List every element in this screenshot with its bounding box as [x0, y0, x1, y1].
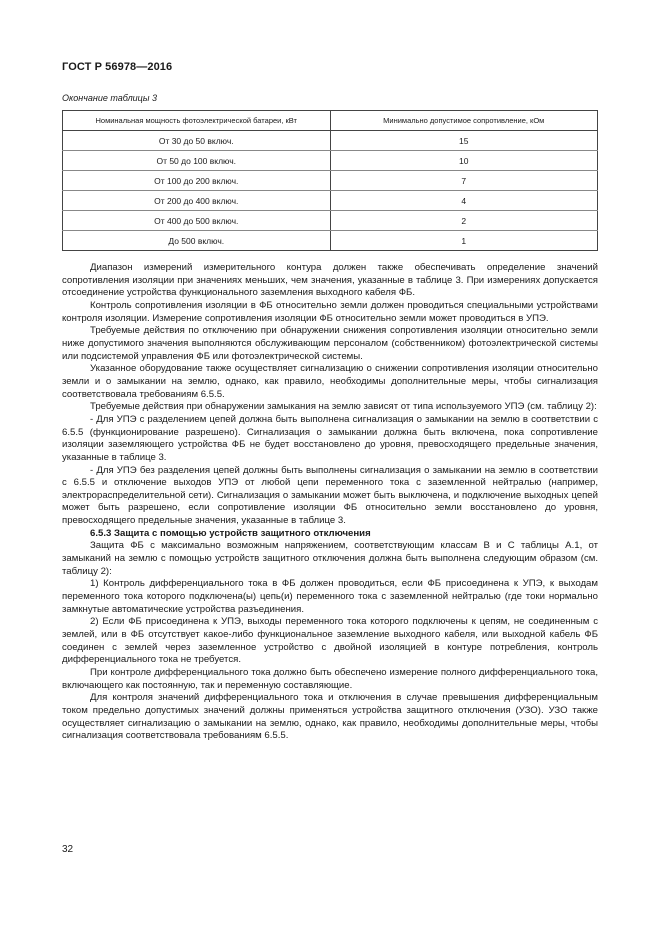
table-row [63, 211, 598, 231]
page-number: 32 [62, 844, 74, 855]
cell-resistance: 4 [330, 191, 598, 211]
paragraph: Указанное оборудование также осуществляет сигнализацию о снижении сопротивления изоляции относительно земли и о замыкании на землю, однако, как правило, необходимы дополнительные меры, чтобы сигнализация соответствовала требованиям 6.5.5. [62, 363, 598, 400]
body-text [62, 262, 598, 743]
cell-resistance: 2 [330, 211, 598, 231]
table-row [63, 171, 598, 191]
paragraph: Диапазон измерений измерительного контура должен также обеспечивать определение значений сопротивления изоляции при значениях меньших, чем значения, указанные в таблице 3. При измерениях допускается отсоединение устройства функционального заземления выходного кабеля ФБ. [62, 262, 598, 299]
cell-power: От 50 до 100 включ. [63, 151, 331, 171]
table-row [63, 131, 598, 151]
table-caption: Окончание таблицы 3 [62, 93, 157, 103]
cell-resistance: 10 [330, 151, 598, 171]
paragraph: Защита ФБ с максимально возможным напряжением, соответствующим классам В и С таблицы А.1, от замыканий на землю с помощью устройств защитного отключения должна быть выполнена следующим образом (см. таблицу 2): [62, 540, 598, 577]
table-row [63, 151, 598, 171]
section-heading: 6.5.3 Защита с помощью устройств защитного отключения [90, 527, 371, 539]
column-header-power: Номинальная мощность фотоэлектрической батареи, кВт [63, 111, 331, 131]
paragraph: При контроле дифференциального тока должно быть обеспечено измерение полного дифференциального тока, включающего как постоянную, так и переменную составляющие. [62, 667, 598, 691]
cell-resistance: 7 [330, 171, 598, 191]
paragraph: Для контроля значений дифференциального тока и отключения в случае превышения дифференциальным током предельно допустимых значений должны применяться устройства защитного отключения (УЗО). УЗО также осуществляет сигнализацию о замыкании на землю, однако, как правило, необходимы дополнительные меры, чтобы сигнализация соответствовала требованиям 6.5.5. [62, 692, 598, 742]
table-row [63, 191, 598, 211]
resistance-table [62, 110, 598, 251]
paragraph: Контроль сопротивления изоляции в ФБ относительно земли должен проводиться специальными устройствами контроля изоляции. Измерение сопротивления изоляции ФБ относительно земли может проводиться в УПЭ. [62, 299, 598, 324]
table-header-row [63, 111, 598, 131]
paragraph: Требуемые действия по отключению при обнаружении снижения сопротивления изоляции относительно земли ниже допустимого значения выполняются обслуживающим персоналом (собственником) фотоэлектрической системы или подсистемой управления ФБ или фотоэлектрической системы. [62, 325, 598, 362]
document-code: ГОСТ Р 56978—2016 [62, 61, 173, 73]
cell-power: От 400 до 500 включ. [63, 211, 331, 231]
list-item: - Для УПЭ без разделения цепей должны быть выполнены сигнализация о замыкании на землю в соответствии с 6.5.5 и отключение выходов УПЭ от любой цепи переменного тока с заземленной нейтралью (например, электрораспределительной сети). Сигнализация о замыкании может быть выключена, и подключение выходных цепей может быть разрешено, если сопротивление изоляции ФБ относительно земли восстановлено до уровня, превосходящего предельные значения, указанные в таблице 3. [62, 464, 598, 527]
column-header-resistance: Минимально допустимое сопротивление, кОм [330, 111, 598, 131]
list-item: 2) Если ФБ присоединена к УПЭ, выходы переменного тока которого подключены к цепям, не соединенным с землей, или в ФБ отсутствует какое-либо функциональное заземление выходного кабеля, или выходной кабель ФБ соединен с землей через заземленное устройство с двойной изоляцией в контуре потребления, контроль дифференциального тока не требуется. [62, 616, 598, 666]
cell-power: До 500 включ. [63, 231, 331, 251]
cell-resistance: 15 [330, 131, 598, 151]
cell-resistance: 1 [330, 231, 598, 251]
list-item: 1) Контроль дифференциального тока в ФБ должен проводиться, если ФБ присоединена к УПЭ, к выходам переменного тока которого подключена(ы) цепь(и) переменного тока с заземленной нейтралью (где токи нормально замкнутые автоматические устройства разъединения. [62, 578, 598, 615]
paragraph: Требуемые действия при обнаружении замыкания на землю зависят от типа используемого УПЭ (см. таблицу 2): [90, 401, 597, 413]
cell-power: От 30 до 50 включ. [63, 131, 331, 151]
table-row [63, 231, 598, 251]
cell-power: От 200 до 400 включ. [63, 191, 331, 211]
list-item: - Для УПЭ с разделением цепей должна быть выполнена сигнализация о замыкании на землю в соответствии с 6.5.5 (функционирование разрешено). Сигнализация о замыкании должна быть включена, пока сопротивление изоляции заземляющего устройства ФБ не будет восстановлено до уровня, превосходящего предельные значения, указанные в таблице 3. [62, 413, 598, 463]
cell-power: От 100 до 200 включ. [63, 171, 331, 191]
